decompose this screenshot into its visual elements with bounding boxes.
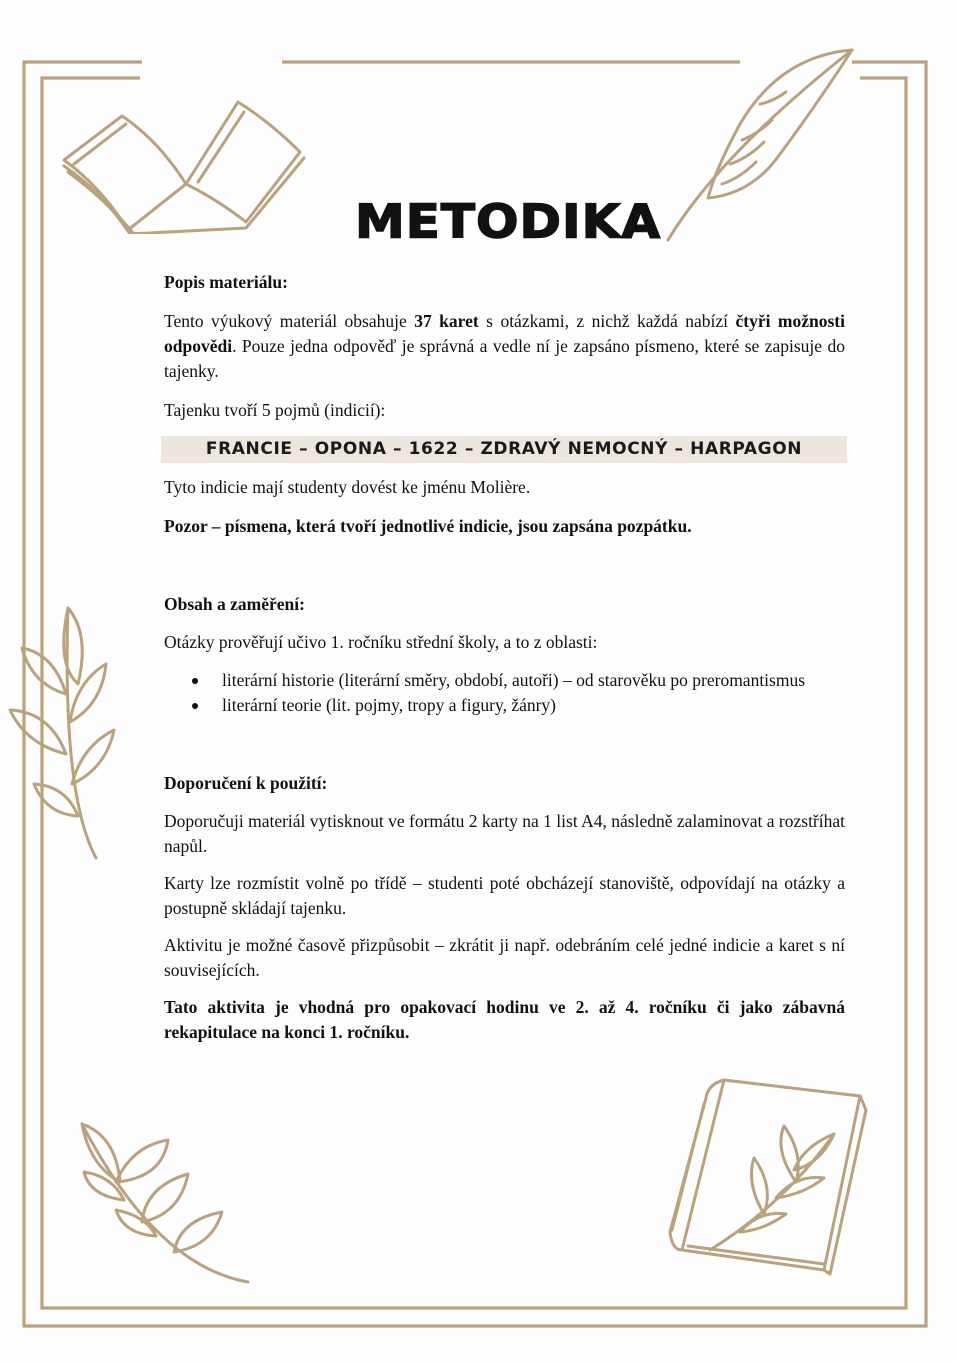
doporuceni-paragraph-1: Doporučuji materiál vytisknout ve formátu 2 karty na 1 list A4, následně zalaminovat a rozstříhat napůl. bbox=[164, 811, 845, 856]
solution-banner: FRANCIE – OPONA – 1622 – ZDRAVÝ NEMOCNÝ – HARPAGON bbox=[161, 436, 847, 463]
tajenka-intro: Tajenku tvoří 5 pojmů (indicií): bbox=[164, 400, 386, 420]
content-body bbox=[164, 270, 845, 1045]
page-title: METODIKA bbox=[355, 195, 662, 249]
laurel-branch-icon bbox=[6, 604, 116, 864]
open-book-icon bbox=[58, 82, 310, 234]
section-heading-obsah: Obsah a zaměření: bbox=[164, 594, 305, 614]
bold-span: čtyři možnosti odpovědi bbox=[164, 311, 845, 356]
indicie-paragraph: Tyto indicie mají studenty dovést ke jménu Molière. bbox=[164, 477, 531, 497]
text-span: s otázkami, z nichž každá nabízí bbox=[478, 311, 736, 331]
obsah-paragraph: Otázky prověřují učivo 1. ročníku střední školy, a to z oblasti: bbox=[164, 632, 598, 652]
doporuceni-paragraph-3: Aktivitu je možné časově přizpůsobit – zkrátit ji např. odebráním celé jedné indicie a karet s ní souvisejících. bbox=[164, 935, 845, 980]
list-item: literární historie (literární směry, období, autoři) – od starověku po preromantismus bbox=[222, 668, 845, 693]
doporuceni-paragraph-4: Tato aktivita je vhodná pro opakovací hodinu ve 2. až 4. ročníku či jako zábavná rekapitulace na konci 1. ročníku. bbox=[164, 997, 845, 1042]
text-span: . Pouze jedna odpověď je správná a vedle ní je zapsáno písmeno, které se zapisuje do tajenky. bbox=[164, 336, 845, 381]
topic-list bbox=[164, 668, 845, 718]
popis-paragraph bbox=[164, 309, 845, 384]
warning-paragraph: Pozor – písmena, která tvoří jednotlivé indicie, jsou zapsána pozpátku. bbox=[164, 516, 692, 536]
list-item: literární teorie (lit. pojmy, tropy a figury, žánry) bbox=[222, 693, 845, 718]
bold-span: 37 karet bbox=[414, 311, 479, 331]
feather-quill-icon bbox=[660, 44, 860, 244]
text-span: Tento výukový materiál obsahuje bbox=[164, 311, 415, 331]
laurel-branch-icon bbox=[76, 1116, 252, 1286]
section-heading-doporuceni: Doporučení k použití: bbox=[164, 773, 328, 793]
section-heading-popis: Popis materiálu: bbox=[164, 272, 288, 292]
closed-book-icon bbox=[664, 1074, 870, 1280]
doporuceni-paragraph-2: Karty lze rozmístit volně po třídě – studenti poté obcházejí stanoviště, odpovídají na otázky a postupně skládají tajenku. bbox=[164, 873, 845, 918]
